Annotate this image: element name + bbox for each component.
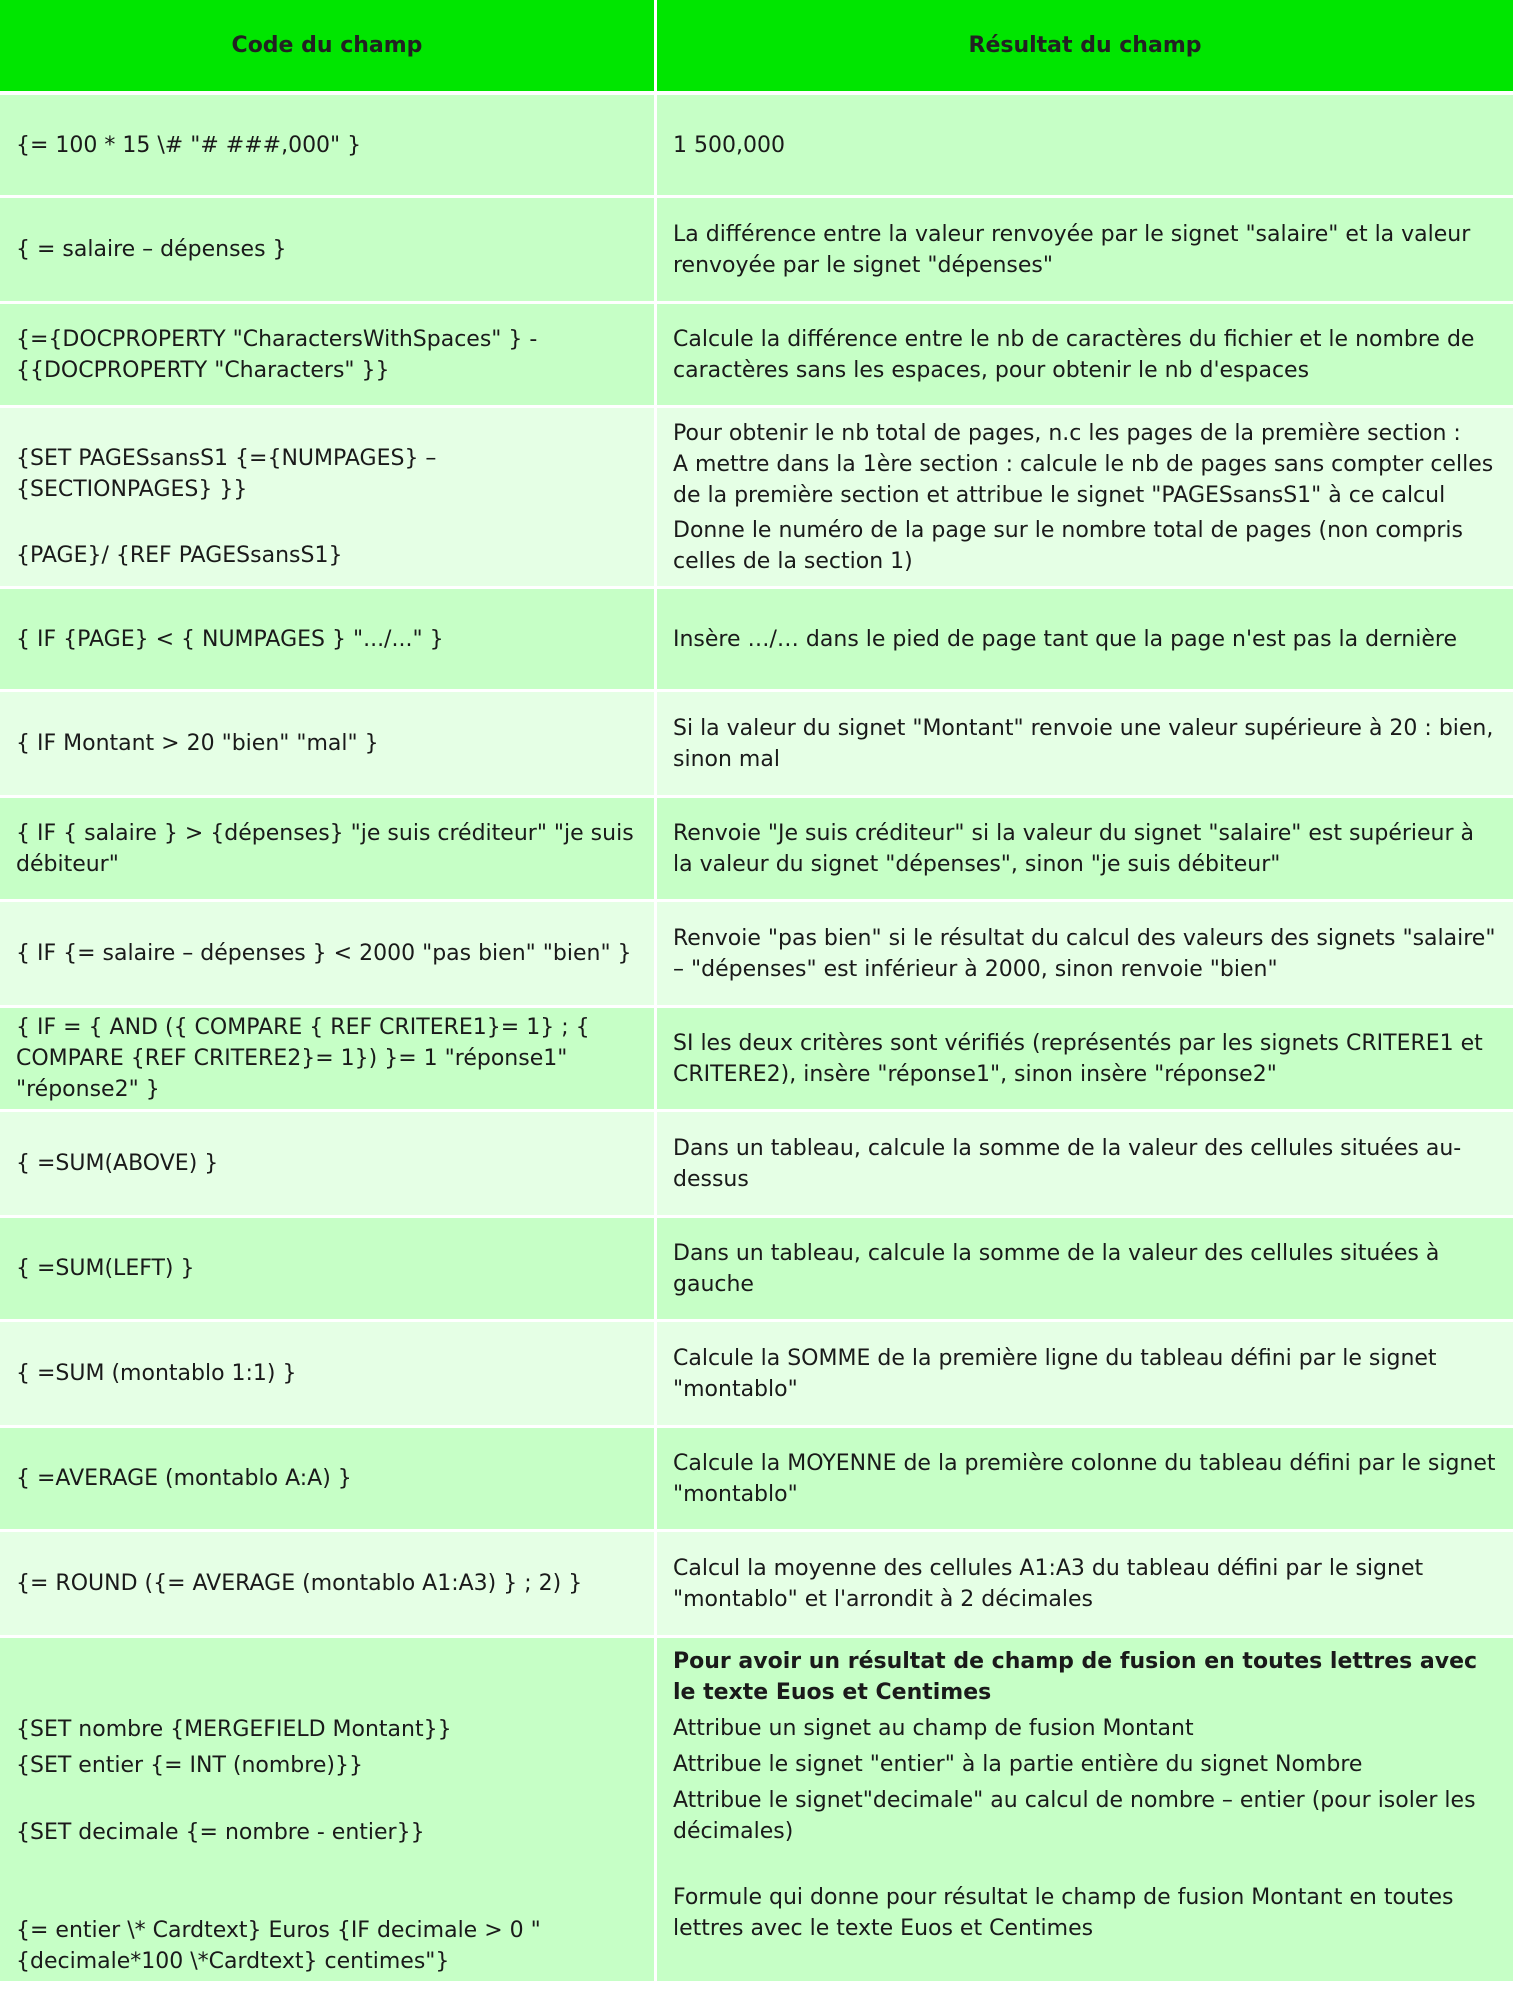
- result-cell: [657, 95, 1516, 198]
- code-line: { =SUM(ABOVE) }: [16, 1151, 219, 1176]
- result-line: Renvoie "pas bien" si le résultat du calcul des valeurs des signets "salaire" – "dépenses" est inférieur à 2000, sinon renvoie "bien": [673, 925, 1496, 982]
- code-line: {SET entier {= INT (nombre)}}: [16, 1753, 363, 1778]
- code-line: { =AVERAGE (montablo A:A) }: [16, 1466, 352, 1491]
- code-cell: [0, 902, 657, 1008]
- code-line: { IF = { AND ({ COMPARE { REF CRITERE1}= 1} ; { COMPARE {REF CRITERE2}= 1}) }= 1 "réponse1" "réponse2" }: [16, 1015, 590, 1102]
- code-cell: [0, 798, 657, 902]
- table-row: [0, 198, 1516, 304]
- code-cell: [0, 589, 657, 692]
- code-line: { IF { salaire } > {dépenses} "je suis créditeur" "je suis débiteur": [16, 820, 634, 877]
- table-row: [0, 902, 1516, 1008]
- code-cell: [0, 1008, 657, 1112]
- code-line: { =SUM (montablo 1:1) }: [16, 1361, 297, 1386]
- code-cell: [0, 1428, 657, 1532]
- result-cell: [657, 902, 1516, 1008]
- code-line: { = salaire – dépenses }: [16, 237, 287, 262]
- table-row: [0, 798, 1516, 902]
- code-cell: [0, 95, 657, 198]
- result-line: Calcul la moyenne des cellules A1:A3 du tableau défini par le signet "montablo" et l'arrondit à 2 décimales: [673, 1555, 1424, 1612]
- result-cell: [657, 1322, 1516, 1428]
- result-cell: [657, 1008, 1516, 1112]
- code-cell: [0, 304, 657, 408]
- table-row: [0, 95, 1516, 198]
- result-cell: [657, 1112, 1516, 1218]
- header-code: Code du champ: [0, 0, 657, 95]
- code-line: {SET decimale {= nombre - entier}}: [16, 1820, 425, 1845]
- result-cell: [657, 798, 1516, 902]
- header-result: Résultat du champ: [657, 0, 1516, 95]
- result-cell: [657, 198, 1516, 304]
- code-cell: [0, 1218, 657, 1322]
- result-line: Attribue un signet au champ de fusion Montant: [673, 1716, 1194, 1741]
- result-cell: [657, 1428, 1516, 1532]
- code-line: { IF {PAGE} < { NUMPAGES } ".../..." }: [16, 626, 444, 652]
- result-line: Attribue le signet"decimale" au calcul de nombre – entier (pour isoler les décimales): [673, 1788, 1476, 1844]
- result-line: Calcule la MOYENNE de la première colonne du tableau défini par le signet "montablo": [673, 1450, 1496, 1507]
- code-line: {SET nombre {MERGEFIELD Montant}}: [16, 1717, 452, 1742]
- result-cell: [657, 692, 1516, 798]
- result-line: Dans un tableau, calcule la somme de la valeur des cellules situées au-dessus: [673, 1135, 1462, 1192]
- result-line: SI les deux critères sont vérifiés (représentés par les signets CRITERE1 et CRITERE2), insère "réponse1", sinon insère "réponse2": [673, 1030, 1483, 1087]
- result-line: Pour obtenir le nb total de pages, n.c les pages de la première section :: [673, 420, 1461, 446]
- table-row: [0, 692, 1516, 798]
- code-line: { =SUM(LEFT) }: [16, 1256, 195, 1281]
- code-cell: [0, 1532, 657, 1638]
- table-row: [0, 408, 1516, 589]
- table-row: [0, 304, 1516, 408]
- result-line: Renvoie "Je suis créditeur" si la valeur du signet "salaire" est supérieur à la valeur du signet "dépenses", sinon "je suis débiteur": [673, 820, 1475, 877]
- table-row: [0, 589, 1516, 692]
- result-line: Insère …/… dans le pied de page tant que la page n'est pas la dernière: [673, 626, 1457, 652]
- result-line: A mettre dans la 1ère section : calcule le nb de pages sans compter celles de la première section et attribue le signet "PAGESsansS1" à ce calcul: [673, 451, 1494, 508]
- result-line: La différence entre la valeur renvoyée par le signet "salaire" et la valeur renvoyée par le signet "dépenses": [673, 221, 1471, 278]
- result-cell: [657, 1218, 1516, 1322]
- result-cell: [657, 408, 1516, 589]
- header-row: [0, 0, 1516, 95]
- result-cell: [657, 589, 1516, 692]
- table-row: [0, 1532, 1516, 1638]
- result-cell: [657, 1532, 1516, 1638]
- code-cell: [0, 408, 657, 589]
- result-line: Formule qui donne pour résultat le champ de fusion Montant en toutes lettres avec le texte Euos et Centimes: [673, 1885, 1454, 1941]
- result-line: Calcule la différence entre le nb de caractères du fichier et le nombre de caractères sans les espaces, pour obtenir le nb d'espaces: [673, 326, 1475, 383]
- result-cell: [657, 304, 1516, 408]
- result-line: Pour avoir un résultat de champ de fusion en toutes lettres avec le texte Euos et Centimes: [673, 1649, 1478, 1705]
- code-line: {SET PAGESsansS1 {={NUMPAGES} – {SECTIONPAGES} }}: [16, 446, 437, 502]
- code-line: {= ROUND ({= AVERAGE (montablo A1:A3) } ; 2) }: [16, 1571, 583, 1596]
- table-row: [0, 1638, 1516, 1984]
- table-row: [0, 1428, 1516, 1532]
- table-row: [0, 1008, 1516, 1112]
- code-line: {= 100 * 15 \# "# ###,000" }: [16, 132, 362, 158]
- result-line: Si la valeur du signet "Montant" renvoie une valeur supérieure à 20 : bien, sinon mal: [673, 715, 1494, 772]
- code-cell: [0, 198, 657, 304]
- code-line: {={DOCPROPERTY "CharactersWithSpaces" } -{{DOCPROPERTY "Characters" }}: [16, 326, 538, 383]
- code-cell: [0, 1322, 657, 1428]
- code-line: {= entier \* Cardtext} Euros {IF decimale > 0 "{decimale*100 \*Cardtext} centimes"}: [16, 1918, 541, 1974]
- table-row: [0, 1218, 1516, 1322]
- code-cell: [0, 692, 657, 798]
- code-line: { IF Montant > 20 "bien" "mal" }: [16, 731, 379, 756]
- code-line: {PAGE}/ {REF PAGESsansS1}: [16, 543, 343, 568]
- code-cell: [0, 1638, 657, 1984]
- result-line: 1 500,000: [673, 132, 785, 158]
- code-cell: [0, 1112, 657, 1218]
- result-line: Donne le numéro de la page sur le nombre total de pages (non compris celles de la section 1): [673, 517, 1464, 574]
- result-line: Dans un tableau, calcule la somme de la valeur des cellules situées à gauche: [673, 1240, 1440, 1297]
- code-line: { IF {= salaire – dépenses } < 2000 "pas bien" "bien" }: [16, 941, 632, 966]
- result-line: Calcule la SOMME de la première ligne du tableau défini par le signet "montablo": [673, 1345, 1437, 1402]
- result-line: Attribue le signet "entier" à la partie entière du signet Nombre: [673, 1752, 1363, 1777]
- table-row: [0, 1112, 1516, 1218]
- result-cell: [657, 1638, 1516, 1984]
- table-row: [0, 1322, 1516, 1428]
